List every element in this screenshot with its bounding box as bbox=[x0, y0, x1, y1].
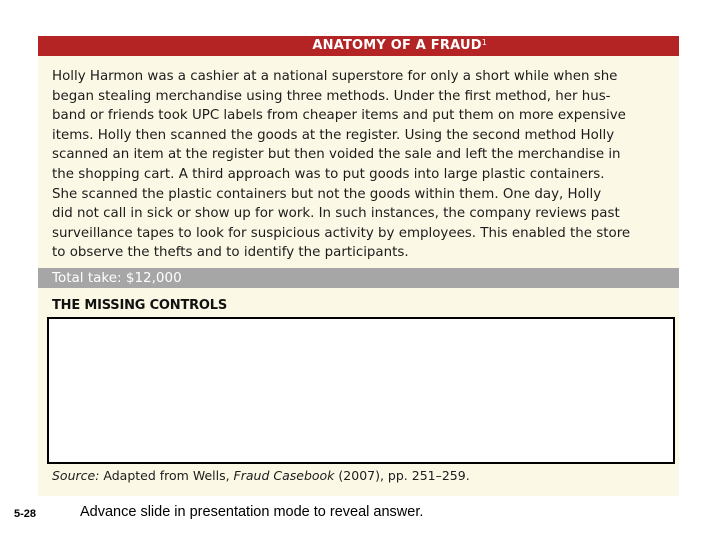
story-line: She scanned the plastic containers but not the goods within them. One day, Holly bbox=[52, 186, 602, 202]
slide-number: 5-28 bbox=[14, 508, 37, 520]
advance-slide-note: Advance slide in presentation mode to reveal answer. bbox=[80, 504, 424, 520]
source-prefix: Source: bbox=[52, 468, 100, 483]
fraud-story bbox=[52, 67, 679, 263]
source-citation bbox=[52, 468, 470, 483]
story-line: to observe the thefts and to identify the participants. bbox=[52, 245, 409, 261]
source-text-before: Adapted from Wells, bbox=[99, 468, 234, 483]
banner-title bbox=[312, 38, 487, 53]
story-line: scanned an item at the register but then voided the sale and left the merchandise in bbox=[52, 147, 621, 163]
total-take-label: Total take: $12,000 bbox=[52, 270, 182, 286]
story-line: did not call in sick or show up for work. In such instances, the company reviews past bbox=[52, 206, 620, 222]
story-line: began stealing merchandise using three methods. Under the first method, her hus- bbox=[52, 88, 611, 104]
answer-box bbox=[47, 317, 675, 464]
source-text-after: (2007), pp. 251–259. bbox=[334, 468, 470, 483]
total-take-bar bbox=[38, 268, 679, 288]
banner-title-text: ANATOMY OF A FRAUD bbox=[312, 38, 482, 53]
source-book-title: Fraud Casebook bbox=[233, 468, 335, 483]
footnote-marker: 1 bbox=[481, 38, 487, 47]
story-line: Holly Harmon was a cashier at a national superstore for only a short while when she bbox=[52, 69, 618, 84]
story-line: items. Holly then scanned the goods at the register. Using the second method Holly bbox=[52, 127, 615, 143]
story-line: the shopping cart. A third approach was to put goods into large plastic containers. bbox=[52, 166, 605, 182]
fraud-case-card bbox=[38, 36, 679, 496]
anatomy-banner bbox=[38, 36, 679, 56]
story-line: band or friends took UPC labels from cheaper items and put them on more expensive bbox=[52, 108, 626, 124]
story-line: surveillance tapes to look for suspicious activity by employees. This enabled the store bbox=[52, 225, 631, 241]
missing-controls-heading: THE MISSING CONTROLS bbox=[52, 298, 228, 313]
